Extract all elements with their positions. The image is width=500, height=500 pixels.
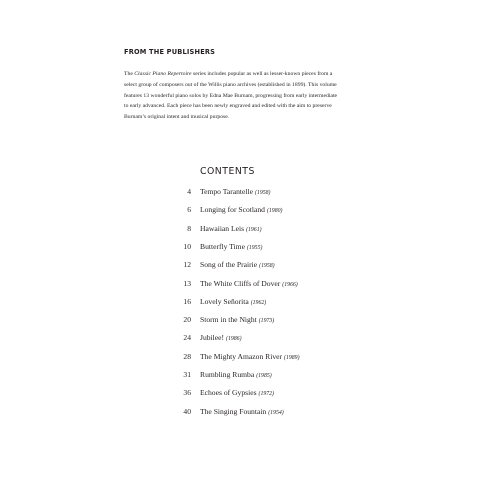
toc-entry [160, 352, 300, 364]
toc-page-number: 12 [183, 260, 191, 270]
toc-piece-title [200, 407, 284, 416]
toc-page-number: 6 [187, 205, 191, 215]
toc-year: (1958) [255, 190, 271, 196]
toc-page-number: 8 [187, 223, 191, 233]
toc-year: (1966) [282, 281, 298, 288]
series-title: Classic Piano Repertoire [134, 71, 192, 77]
paragraph-line: Burnam’s original intent and musical purpose. [124, 114, 230, 121]
toc-year: (1986) [226, 336, 242, 343]
toc-entry [160, 224, 262, 236]
toc-page-number: 20 [183, 315, 191, 325]
toc-entry [160, 370, 272, 382]
publishers-paragraph [124, 69, 378, 123]
paragraph-text: The [124, 71, 135, 77]
toc-page-number: 4 [187, 187, 191, 196]
paragraph-line [124, 69, 378, 80]
toc-entry [160, 297, 266, 309]
toc-piece-title [200, 352, 300, 361]
toc-entry [160, 260, 275, 272]
toc-page-number: 13 [183, 278, 191, 288]
toc-title-text: Storm in the Night [200, 315, 257, 325]
toc-piece-title [200, 279, 298, 288]
toc-entry [160, 315, 274, 327]
toc-piece-title [200, 260, 275, 269]
paragraph-line: select group of composers out of the Willis piano archives (established in 1899). This volume [124, 81, 337, 88]
publishers-heading: FROM THE PUBLISHERS [124, 48, 216, 56]
toc-piece-title [200, 315, 274, 324]
toc-piece-title [200, 242, 262, 251]
toc-page-number: 16 [183, 296, 191, 306]
toc-page-number: 40 [183, 406, 191, 416]
toc-title-text: Song of the Prairie [200, 260, 258, 270]
toc-year: (1980) [266, 208, 283, 215]
toc-year: (1973) [258, 318, 275, 325]
toc-piece-title [200, 224, 262, 233]
toc-year: (1954) [268, 409, 284, 416]
toc-page-number: 24 [183, 333, 191, 343]
toc-entry [160, 333, 242, 345]
toc-title-text: The Mighty Amazon River [200, 351, 283, 361]
toc-piece-title [200, 297, 266, 306]
toc-year: (1985) [256, 373, 272, 379]
toc-page-number: 28 [183, 351, 191, 361]
toc-page-number: 36 [183, 388, 191, 398]
toc-year: (1962) [250, 299, 267, 306]
toc-year: (1955) [246, 244, 263, 251]
paragraph-text: series includes popular as well as lesser-known pieces from a [191, 71, 333, 77]
toc-title-text: The Singing Fountain [200, 406, 267, 416]
toc-piece-title [200, 370, 272, 379]
toc-title-text: Longing for Scotland [200, 205, 265, 215]
toc-title-text: The White Cliffs of Dover [200, 278, 281, 288]
toc-entry [160, 242, 262, 254]
toc-entry [160, 407, 284, 419]
contents-heading: CONTENTS [200, 166, 255, 177]
toc-entry [160, 205, 282, 217]
toc-title-text: Tempo Tarantelle [200, 187, 253, 196]
toc-page-number: 10 [183, 241, 191, 251]
toc-title-text: Hawaiian Leis [200, 223, 245, 233]
paragraph-line: to early advanced. Each piece has been newly engraved and edited with the aim to preserve [124, 103, 332, 110]
toc-title-text: Jubilee! [200, 333, 225, 343]
paragraph-line: features 13 wonderful piano solos by Edna Mae Burnam, progressing from early intermediate [124, 92, 338, 99]
toc-year: (1961) [246, 226, 262, 233]
toc-title-text: Echoes of Gypsies [200, 388, 257, 398]
toc-year: (1972) [258, 391, 274, 398]
toc-title-text: Rumbling Rumba [200, 370, 255, 379]
toc-piece-title [200, 205, 282, 214]
toc-title-text: Butterfly Time [200, 241, 245, 251]
toc-page-number: 31 [183, 370, 191, 379]
toc-entry [160, 279, 298, 291]
toc-year: (1989) [284, 354, 300, 361]
toc-title-text: Lovely Señorita [200, 296, 249, 306]
toc-year: (1958) [259, 263, 275, 270]
toc-entry [160, 187, 270, 199]
toc-piece-title [200, 333, 242, 342]
toc-entry [160, 388, 274, 400]
toc-piece-title [200, 388, 274, 397]
toc-piece-title [200, 187, 270, 196]
